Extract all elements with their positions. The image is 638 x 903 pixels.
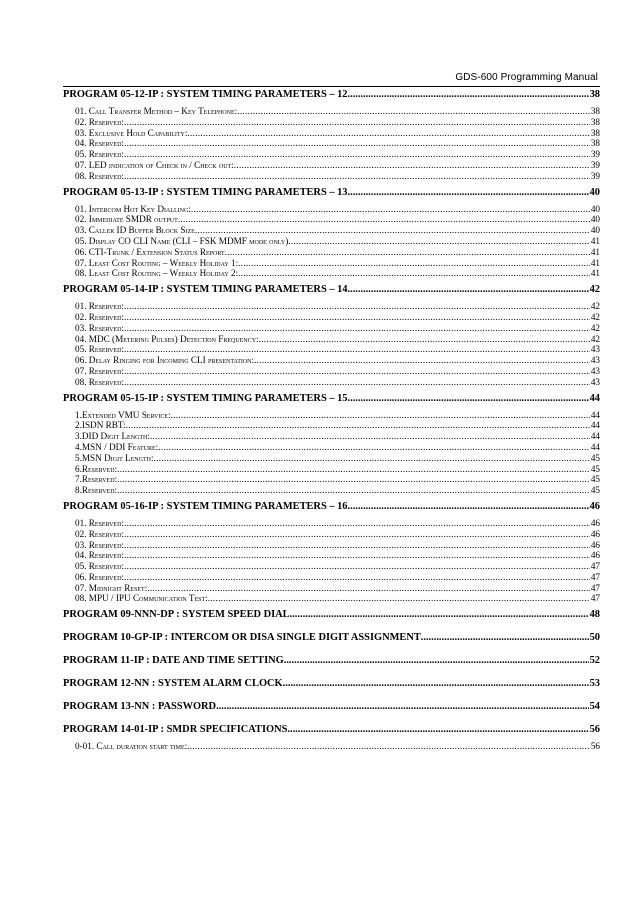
toc-entry[interactable] xyxy=(63,106,600,117)
dot-leader xyxy=(290,608,589,622)
entry-label: 02. Reserved: xyxy=(75,528,124,539)
section-page-number: 46 xyxy=(589,500,600,512)
entry-label: 01. Intercom Hot Key Dialling: xyxy=(75,203,191,214)
entry-label: 7.Reserved: xyxy=(75,474,118,485)
entry-label: 06. Reserved: xyxy=(75,571,124,582)
section-title: PROGRAM 05-16-IP : SYSTEM TIMING PARAMETERS – 16 xyxy=(63,500,348,512)
dot-leader xyxy=(171,410,590,421)
section-title: PROGRAM 09-NNN-DP : SYSTEM SPEED DIAL xyxy=(63,609,290,621)
toc-entry[interactable] xyxy=(63,420,600,431)
entry-page-number: 44 xyxy=(590,409,600,420)
toc-entry[interactable] xyxy=(63,138,600,149)
toc-section-heading[interactable] xyxy=(63,88,600,102)
toc-section-heading[interactable] xyxy=(63,677,600,691)
toc-entry[interactable] xyxy=(63,540,600,551)
dot-leader xyxy=(124,344,590,355)
toc-entry[interactable] xyxy=(63,518,600,529)
dot-leader xyxy=(147,583,590,594)
dot-leader xyxy=(288,236,590,247)
section-title: PROGRAM 05-12-IP : SYSTEM TIMING PARAMETERS – 12 xyxy=(63,89,348,100)
toc-entry[interactable] xyxy=(63,442,600,453)
toc-section-heading[interactable] xyxy=(63,186,600,200)
dot-leader xyxy=(158,442,590,453)
section-spacer xyxy=(63,622,600,631)
entry-page-number: 38 xyxy=(590,127,600,138)
toc-entry[interactable] xyxy=(63,377,600,388)
header-divider xyxy=(63,86,600,87)
section-spacer xyxy=(63,645,600,654)
dot-leader xyxy=(187,741,590,752)
entry-label: 07. Midnight Reset: xyxy=(75,582,148,593)
entry-label: 07. Reserved: xyxy=(75,365,124,376)
dot-leader xyxy=(154,453,590,464)
entry-page-number: 45 xyxy=(590,474,600,485)
toc-section-heading[interactable] xyxy=(63,283,600,297)
entry-page-number: 38 xyxy=(590,138,600,149)
toc-entry[interactable] xyxy=(63,214,600,225)
dot-leader xyxy=(238,258,590,269)
entry-label: 01. Reserved: xyxy=(75,517,124,528)
dot-leader xyxy=(259,334,590,345)
toc-entry[interactable] xyxy=(63,128,600,139)
dot-leader xyxy=(254,355,590,366)
entry-label: 4.MSN / DDI Feature: xyxy=(75,441,159,452)
entry-label: 1.Extended VMU Service: xyxy=(75,409,171,420)
dot-leader xyxy=(421,631,589,645)
toc-section-heading[interactable] xyxy=(63,608,600,622)
dot-leader xyxy=(284,654,589,668)
entry-page-number: 38 xyxy=(590,106,600,116)
toc-entry[interactable] xyxy=(63,572,600,583)
dot-leader xyxy=(283,677,589,691)
entry-label: 07. Least Cost Routing – Weekly Holiday 1: xyxy=(75,257,239,268)
toc-entry[interactable] xyxy=(63,301,600,312)
toc-entry[interactable] xyxy=(63,453,600,464)
dot-leader xyxy=(187,128,589,139)
entry-page-number: 38 xyxy=(590,116,600,127)
toc-entry[interactable] xyxy=(63,171,600,182)
entry-page-number: 42 xyxy=(590,333,600,344)
section-title: PROGRAM 10-GP-IP : INTERCOM OR DISA SINGLE DIGIT ASSIGNMENT xyxy=(63,632,421,644)
section-title: PROGRAM 14-01-IP : SMDR SPECIFICATIONS xyxy=(63,724,288,736)
entry-page-number: 43 xyxy=(590,365,600,376)
toc-entry[interactable] xyxy=(63,149,600,160)
dot-leader xyxy=(124,323,590,334)
entry-page-number: 43 xyxy=(590,344,600,355)
entry-page-number: 40 xyxy=(590,203,600,214)
entry-page-number: 44 xyxy=(590,441,600,452)
running-header: GDS-600 Programming Manual xyxy=(455,72,598,83)
toc-section-heading[interactable] xyxy=(63,500,600,514)
toc-section-heading[interactable] xyxy=(63,700,600,714)
toc-entry[interactable] xyxy=(63,117,600,128)
table-of-contents xyxy=(63,88,600,752)
entry-page-number: 40 xyxy=(590,225,600,236)
entry-label: 0-01. Call duration start time: xyxy=(75,741,188,752)
entry-label: 04. MDC (Metering Pulses) Detection Frequency: xyxy=(75,333,259,344)
toc-entry[interactable] xyxy=(63,160,600,171)
section-page-number: 56 xyxy=(589,724,600,736)
section-title: PROGRAM 05-14-IP : SYSTEM TIMING PARAMETERS – 14 xyxy=(63,284,348,296)
dot-leader xyxy=(117,464,590,475)
toc-entry[interactable] xyxy=(63,410,600,421)
entry-page-number: 47 xyxy=(590,561,600,572)
section-title: PROGRAM 12-NN : SYSTEM ALARM CLOCK xyxy=(63,678,283,690)
dot-leader xyxy=(208,593,590,604)
entry-page-number: 39 xyxy=(590,159,600,170)
toc-entry[interactable] xyxy=(63,485,600,496)
dot-leader xyxy=(124,540,590,551)
entry-page-number: 45 xyxy=(590,463,600,474)
entry-page-number: 46 xyxy=(590,550,600,561)
section-spacer xyxy=(63,714,600,723)
entry-label: 08. Least Cost Routing – Weekly Holiday 2: xyxy=(75,268,239,279)
entry-label: 06. CTI-Trunk / Extension Status Report xyxy=(75,246,225,257)
entry-label: 8.Reserved: xyxy=(75,485,118,496)
entry-page-number: 44 xyxy=(590,420,600,431)
entry-page-number: 40 xyxy=(590,214,600,225)
section-spacer xyxy=(63,668,600,677)
toc-section-heading[interactable] xyxy=(63,631,600,645)
toc-entry[interactable] xyxy=(63,334,600,345)
dot-leader xyxy=(124,572,590,583)
entry-page-number: 39 xyxy=(590,170,600,181)
toc-entry[interactable] xyxy=(63,204,600,215)
dot-leader xyxy=(124,366,590,377)
section-title: PROGRAM 05-15-IP : SYSTEM TIMING PARAMETERS – 15 xyxy=(63,392,348,404)
dot-leader xyxy=(238,268,590,279)
entry-page-number: 39 xyxy=(590,149,600,160)
entry-page-number: 46 xyxy=(590,539,600,550)
section-page-number: 52 xyxy=(589,655,600,667)
entry-page-number: 56 xyxy=(590,741,600,752)
entry-label: 02. Reserved: xyxy=(75,311,124,322)
dot-leader xyxy=(124,138,590,149)
section-page-number: 53 xyxy=(589,678,600,690)
dot-leader xyxy=(237,106,590,117)
dot-leader xyxy=(124,550,590,561)
section-page-number: 48 xyxy=(589,609,600,621)
dot-leader xyxy=(225,247,590,258)
dot-leader xyxy=(348,88,589,102)
entry-page-number: 43 xyxy=(590,376,600,387)
toc-entry[interactable] xyxy=(63,593,600,604)
entry-label: 03. Reserved: xyxy=(75,539,124,550)
toc-entry[interactable] xyxy=(63,464,600,475)
toc-entry[interactable] xyxy=(63,550,600,561)
section-title: PROGRAM 05-13-IP : SYSTEM TIMING PARAMETERS – 13 xyxy=(63,186,348,198)
entry-label: 2.ISDN RBT: xyxy=(75,420,126,431)
dot-leader xyxy=(124,561,590,572)
entry-label: 5.MSN Digit Length: xyxy=(75,452,154,463)
dot-leader xyxy=(124,117,590,128)
entry-page-number: 47 xyxy=(590,571,600,582)
toc-entry[interactable] xyxy=(63,529,600,540)
dot-leader xyxy=(124,529,590,540)
entry-label: 3.DID Digit Length: xyxy=(75,431,150,442)
entry-label: 04. Reserved: xyxy=(75,138,124,149)
section-page-number: 42 xyxy=(589,284,600,296)
dot-leader xyxy=(348,500,589,514)
entry-page-number: 41 xyxy=(590,235,600,246)
dot-leader xyxy=(216,700,589,714)
entry-label: 05. Reserved: xyxy=(75,149,124,160)
toc-entry[interactable] xyxy=(63,355,600,366)
toc-entry[interactable] xyxy=(63,366,600,377)
section-page-number: 38 xyxy=(589,89,600,100)
section-spacer xyxy=(63,691,600,700)
entry-label: 03. Exclusive Hold Capability: xyxy=(75,127,188,138)
toc-section-heading[interactable] xyxy=(63,654,600,668)
entry-page-number: 41 xyxy=(590,268,600,279)
entry-label: 08. MPU / IPU Communication Test: xyxy=(75,593,208,604)
entry-page-number: 46 xyxy=(590,517,600,528)
dot-leader xyxy=(124,171,590,182)
dot-leader xyxy=(126,420,590,431)
entry-page-number: 42 xyxy=(590,322,600,333)
entry-label: 05. Display CO CLI Name (CLI – FSK MDMF mode only) xyxy=(75,235,289,246)
entry-label: 06. Delay Ringing for Incoming CLI presentation: xyxy=(75,355,255,366)
section-page-number: 44 xyxy=(589,392,600,404)
dot-leader xyxy=(124,518,590,529)
toc-entry[interactable] xyxy=(63,312,600,323)
entry-page-number: 44 xyxy=(590,431,600,442)
dot-leader xyxy=(124,301,590,312)
entry-page-number: 47 xyxy=(590,593,600,604)
toc-entry[interactable] xyxy=(63,431,600,442)
toc-entry[interactable] xyxy=(63,583,600,594)
entry-label: 03. Caller ID Buffer Block Size xyxy=(75,225,195,236)
entry-page-number: 45 xyxy=(590,485,600,496)
dot-leader xyxy=(117,485,590,496)
toc-section-heading[interactable] xyxy=(63,392,600,406)
toc-entry[interactable] xyxy=(63,344,600,355)
toc-entry[interactable] xyxy=(63,323,600,334)
entry-label: 01. Call Transfer Method – Key Telephone: xyxy=(75,106,238,116)
dot-leader xyxy=(124,149,590,160)
entry-label: 04. Reserved: xyxy=(75,550,124,561)
dot-leader xyxy=(348,392,589,406)
entry-page-number: 42 xyxy=(590,311,600,322)
entry-page-number: 41 xyxy=(590,257,600,268)
toc-entry[interactable] xyxy=(63,561,600,572)
section-page-number: 54 xyxy=(589,701,600,713)
section-page-number: 40 xyxy=(589,186,600,198)
section-title: PROGRAM 11-IP : DATE AND TIME SETTING xyxy=(63,655,284,667)
entry-page-number: 46 xyxy=(590,528,600,539)
dot-leader xyxy=(348,283,589,297)
entry-label: 02. Immediate SMDR output xyxy=(75,214,178,225)
entry-page-number: 47 xyxy=(590,582,600,593)
dot-leader xyxy=(150,431,590,442)
toc-entry[interactable] xyxy=(63,474,600,485)
dot-leader xyxy=(195,225,590,236)
entry-label: 02. Reserved: xyxy=(75,116,124,127)
entry-label: 01. Reserved: xyxy=(75,301,124,312)
dot-leader xyxy=(287,723,588,737)
dot-leader xyxy=(124,312,590,323)
toc-entry[interactable] xyxy=(63,225,600,236)
entry-page-number: 43 xyxy=(590,355,600,366)
entry-label: 03. Reserved: xyxy=(75,322,124,333)
toc-entry[interactable] xyxy=(63,247,600,258)
toc-entry[interactable] xyxy=(63,268,600,279)
entry-label: 07. LED indication of Check in / Check out: xyxy=(75,159,234,170)
entry-page-number: 45 xyxy=(590,452,600,463)
dot-leader xyxy=(348,186,589,200)
toc-entry[interactable] xyxy=(63,741,600,752)
dot-leader xyxy=(234,160,590,171)
section-page-number: 50 xyxy=(589,632,600,644)
entry-label: 08. Reserved: xyxy=(75,376,124,387)
dot-leader xyxy=(191,204,590,215)
entry-label: 6.Reserved: xyxy=(75,463,118,474)
toc-entry[interactable] xyxy=(63,258,600,269)
entry-page-number: 41 xyxy=(590,246,600,257)
entry-label: 05. Reserved: xyxy=(75,561,124,572)
toc-section-heading[interactable] xyxy=(63,723,600,737)
dot-leader xyxy=(178,214,590,225)
entry-label: 08. Reserved: xyxy=(75,170,124,181)
dot-leader xyxy=(124,377,590,388)
dot-leader xyxy=(117,474,590,485)
entry-label: 05. Reserved: xyxy=(75,344,124,355)
entry-page-number: 42 xyxy=(590,301,600,312)
section-title: PROGRAM 13-NN : PASSWORD xyxy=(63,701,217,713)
toc-entry[interactable] xyxy=(63,236,600,247)
